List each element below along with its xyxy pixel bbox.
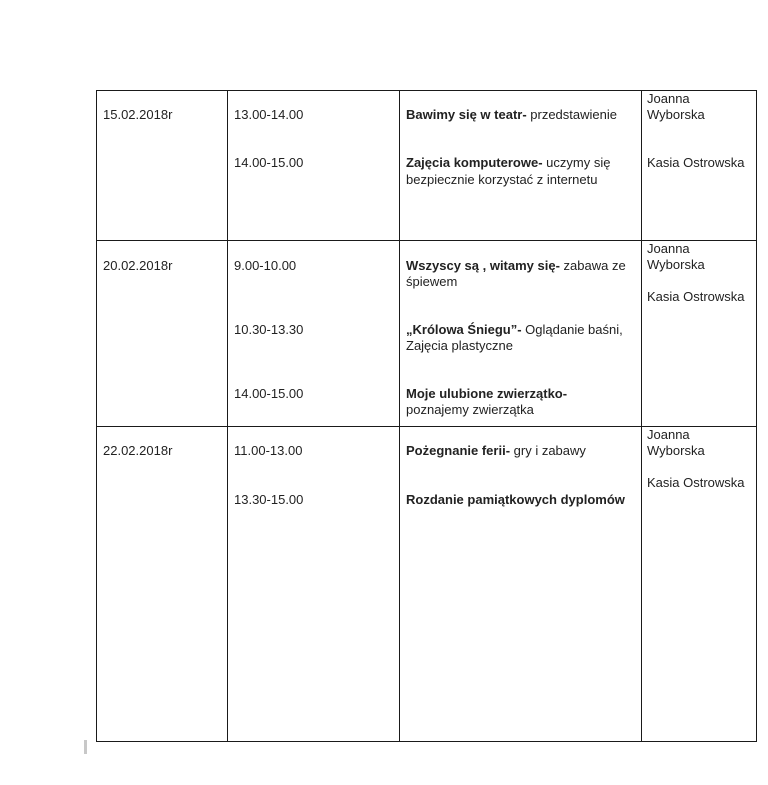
- time-cell: [228, 241, 400, 427]
- teacher-cell: [642, 427, 757, 742]
- teacher-name: Joanna: [647, 91, 690, 106]
- activity-entry: [406, 386, 637, 402]
- activity-description: bezpiecznie korzystać z internetu: [406, 172, 598, 187]
- activity-title: Zajęcia komputerowe-: [406, 155, 543, 170]
- time-text: 13.00-14.00: [234, 107, 304, 122]
- teacher-name: Joanna: [647, 241, 690, 256]
- activity-title: Bawimy się w teatr-: [406, 107, 527, 122]
- activity-cell: [400, 427, 642, 742]
- date-text: 22.02.2018r: [103, 443, 173, 458]
- teacher-name: Kasia Ostrowska: [647, 155, 745, 170]
- teacher-name: Wyborska: [647, 257, 705, 272]
- date-cell: [97, 427, 228, 742]
- activity-description: uczymy się: [542, 155, 611, 170]
- activity-entry: [406, 492, 637, 508]
- margin-mark: [84, 740, 87, 754]
- schedule-table: [96, 90, 757, 742]
- table-row: [97, 91, 757, 241]
- activity-cell: [400, 91, 642, 241]
- activity-entry: [406, 258, 637, 274]
- time-text: 14.00-15.00: [234, 386, 304, 401]
- activity-description: Oglądanie baśni,: [521, 322, 623, 337]
- teacher-name: Joanna: [647, 427, 690, 442]
- activity-title: Moje ulubione zwierzątko-: [406, 386, 568, 401]
- time-text: 11.00-13.00: [234, 443, 303, 458]
- activity-title: „Królowa Śniegu”-: [406, 322, 522, 337]
- activity-description: gry i zabawy: [510, 443, 586, 458]
- activity-description: poznajemy zwierzątka: [406, 402, 534, 417]
- activity-entry: [406, 107, 637, 123]
- time-cell: [228, 427, 400, 742]
- activity-entry: [406, 443, 637, 459]
- date-text: 20.02.2018r: [103, 258, 173, 273]
- date-cell: [97, 241, 228, 427]
- activity-title: Pożegnanie ferii-: [406, 443, 511, 458]
- time-text: 14.00-15.00: [234, 155, 304, 170]
- teacher-name: Kasia Ostrowska: [647, 289, 745, 304]
- activity-title: Rozdanie pamiątkowych dyplomów: [406, 492, 625, 507]
- activity-description: Zajęcia plastyczne: [406, 338, 513, 353]
- activity-entry: [406, 155, 637, 171]
- time-text: 10.30-13.30: [234, 322, 304, 337]
- activity-description: śpiewem: [406, 274, 458, 289]
- teacher-cell: [642, 241, 757, 427]
- activity-entry: [406, 322, 637, 338]
- date-text: 15.02.2018r: [103, 107, 173, 122]
- teacher-cell: [642, 91, 757, 241]
- activity-description: przedstawienie: [526, 107, 617, 122]
- activity-title: Wszyscy są , witamy się-: [406, 258, 560, 273]
- date-cell: [97, 91, 228, 241]
- teacher-name: Kasia Ostrowska: [647, 475, 745, 490]
- time-cell: [228, 91, 400, 241]
- table-row: [97, 427, 757, 742]
- time-text: 13.30-15.00: [234, 492, 304, 507]
- time-text: 9.00-10.00: [234, 258, 297, 273]
- table-row: [97, 241, 757, 427]
- activity-description: zabawa ze: [559, 258, 626, 273]
- activity-cell: [400, 241, 642, 427]
- teacher-name: Wyborska: [647, 443, 705, 458]
- teacher-name: Wyborska: [647, 107, 705, 122]
